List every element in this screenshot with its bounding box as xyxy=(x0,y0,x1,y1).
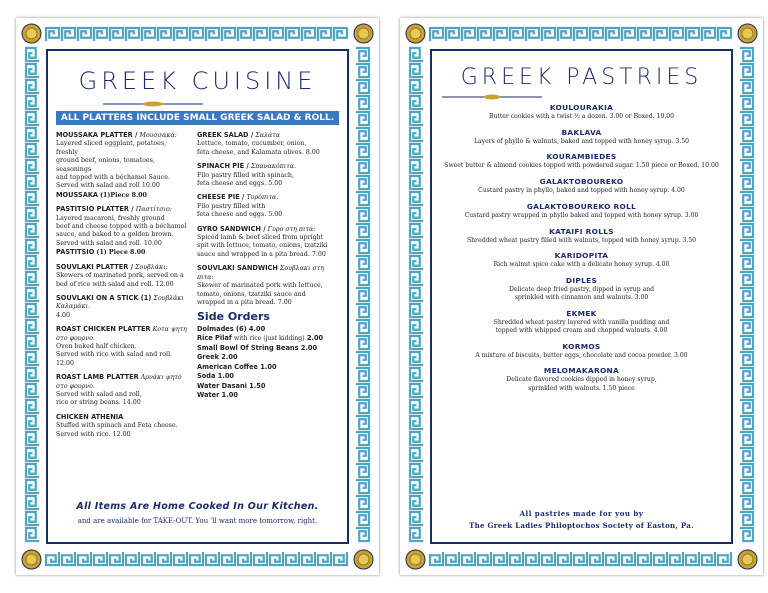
menu-item xyxy=(56,263,189,289)
pastry-description: Delicate deep fried pastry, dipped in syrup and xyxy=(508,285,655,293)
pastry-name: KORMOS xyxy=(562,341,601,351)
menu-item-price-line: Served with rice with salad and roll. 12.00 xyxy=(56,351,173,367)
menu-item-description: Skewer of marinated pork with lettuce, xyxy=(197,282,323,290)
side-order-row xyxy=(197,372,342,382)
menu-item xyxy=(56,294,189,320)
menu-item-name: SOUVLAKI ON A STICK (1) xyxy=(56,293,152,302)
pastry-description: Rich walnut spice cake with a delicate honey syrup. 4.00 xyxy=(493,261,670,269)
side-order-row xyxy=(197,353,342,363)
side-order-price: 2.00 xyxy=(306,334,324,343)
single-piece-price xyxy=(56,248,189,257)
menu-item-price-line: rice or string beans. 14.00 xyxy=(56,399,141,407)
gold-coin-icon xyxy=(353,23,374,44)
menu-item-price-line: 4.00 xyxy=(56,311,71,319)
single-piece-rest: (1)Piece 8.00 xyxy=(100,191,147,199)
menu-panel xyxy=(46,49,349,544)
pastry-description: A mixture of biscuits, butter eggs, chocolate and cocoa powder. 3.00 xyxy=(475,351,688,359)
pastry-description: Custard pastry in phyllo, baked and topped with honey syrup. 4.00 xyxy=(478,187,685,195)
menu-item-header xyxy=(197,225,342,234)
menu-item-header xyxy=(56,413,189,422)
menu-item-description: spit with lettuce, tomato, onions, tzatziki xyxy=(197,242,328,250)
pastry-name: EKMEK xyxy=(566,308,597,318)
menu-item-header xyxy=(197,264,342,282)
menu-item-header xyxy=(56,373,189,391)
pastry-name: BAKLAVA xyxy=(561,127,602,137)
single-piece-rest: (1) Piece 8.00 xyxy=(96,249,146,257)
menu-item-header xyxy=(197,162,342,171)
side-order-name: American Coffee xyxy=(197,362,258,371)
pastry-name: KOURAMBIEDES xyxy=(546,152,617,162)
meander-divider xyxy=(442,94,542,100)
menu-item-header xyxy=(56,205,189,214)
menu-item-description: Stuffed with spinach and Feta cheese. xyxy=(56,422,178,430)
menu-item-header xyxy=(56,294,189,312)
pastry-item xyxy=(440,152,723,170)
pastry-description: Butter cookies with a twist ½ a dozen. 3.00 or Boxed. 10.00 xyxy=(488,113,675,120)
pastry-item xyxy=(440,276,723,302)
menu-item-name: SOUVLAKI SANDWICH xyxy=(197,264,278,273)
pastry-name: KATAIFI ROLLS xyxy=(549,226,614,236)
menu-item-greek-name: Σουβλακι στη πιτα: xyxy=(197,265,325,281)
side-order-row xyxy=(197,382,342,392)
side-order-row xyxy=(197,325,342,335)
single-piece-name: PASTITSIO xyxy=(56,248,95,257)
side-order-price: 1.00 xyxy=(260,362,277,371)
menu-item-description: Layered sliced eggplant, potatoes, freshly xyxy=(56,140,167,156)
menu-item-greek-name: Παστίτσιο: xyxy=(135,206,172,214)
gold-coin-icon xyxy=(737,549,758,570)
menu-item-name: SPINACH PIE / xyxy=(197,162,249,171)
menu-item-description: Filo pastry filled with spinach, xyxy=(197,171,294,179)
menu-item-greek-name: Σπανακόπιτα. xyxy=(250,163,297,171)
menu-item-name: ROAST CHICKEN PLATTER xyxy=(56,325,151,334)
menu-item-header xyxy=(56,325,189,343)
pastry-description: Layers of phyllo & walnuts, baked and topped with honey syrup. 3.50 xyxy=(474,137,689,145)
pastry-name: GALAKTOBOUREKO ROLL xyxy=(526,201,637,211)
side-order-row xyxy=(197,391,342,401)
pastry-list xyxy=(440,103,723,399)
menu-item-greek-name: Γυρο στη πιτα: xyxy=(267,225,316,233)
pastry-item xyxy=(440,342,723,360)
menu-page-greek-pastries xyxy=(400,18,763,575)
pastry-description: sprinkled with walnuts. 1.50 piece xyxy=(528,384,635,392)
pastry-item xyxy=(440,103,723,121)
menu-item-name: CHICKEN ATHENIA xyxy=(56,412,124,421)
menu-item-greek-name: Αρνάκι ψητό στο φουρνο. xyxy=(56,374,182,390)
menu-item-price-line: Served with rice. 12.00 xyxy=(56,430,131,438)
menu-item-description: and topped with a béchamel Sauce. xyxy=(56,174,170,182)
menu-item-description: Lettuce, tomato, cucumber, onion, xyxy=(197,140,307,148)
menu-item-description: Layered macaroni, freshly ground xyxy=(56,214,165,222)
single-piece-price xyxy=(56,191,189,200)
gold-coin-icon xyxy=(21,23,42,44)
menu-item xyxy=(197,162,342,188)
menu-item-description: Oven baked half chicken. xyxy=(56,342,137,350)
menu-item-header xyxy=(56,263,189,272)
menu-item-name: ROAST LAMB PLATTER xyxy=(56,373,139,382)
menu-item-description: ground beef, onions, tomatoes, seasonings xyxy=(56,157,155,173)
pastry-item xyxy=(440,309,723,335)
home-cooked-tagline: All Items Are Home Cooked In Our Kitchen. xyxy=(76,501,319,512)
menu-item-name: SOUVLAKI PLATTER / xyxy=(56,262,134,271)
side-order-price: 2.00 xyxy=(221,353,238,362)
menu-item xyxy=(56,325,189,368)
side-order-name: Greek xyxy=(197,353,219,362)
menu-item-header xyxy=(197,131,342,140)
menu-item xyxy=(56,413,189,439)
page-title: GREEK CUISINE xyxy=(78,67,317,95)
side-order-note: with rice (just kidding) xyxy=(233,335,305,343)
pastry-description: Sweet butter & almond cookies topped with powdered sugar. 1.50 piece or Boxed. 10.00 xyxy=(444,162,719,170)
menu-item-description: sauce, and baked to a golden brown. xyxy=(56,231,174,239)
menu-panel xyxy=(430,49,733,544)
pastry-name: KOULOURAKIA xyxy=(549,103,614,112)
gold-coin-icon xyxy=(737,23,758,44)
pastry-item xyxy=(440,177,723,195)
menu-item-price-line: wrapped in a pita bread. 7.00 xyxy=(197,298,292,306)
take-out-note: and are available for TAKE-OUT. You 'll want more tomorrow, right. xyxy=(77,517,318,525)
menu-item-price-line: Served with salad and roll. 10.00 xyxy=(56,239,162,247)
menu-item-price-line: feta cheese, and Kalamata olives. 8.00 xyxy=(197,148,320,156)
pastry-description: Shredded wheat pastry filled with walnuts, topped with honey syrup. 3.50 xyxy=(466,236,697,244)
pastry-item xyxy=(440,366,723,392)
pastry-description: Shredded wheat pastry layered with vanilla pudding and xyxy=(493,318,670,326)
menu-item-description: Served with salad and roll, xyxy=(56,390,142,398)
single-piece-name: MOUSSAKA xyxy=(56,190,99,199)
side-order-price: 4.00 xyxy=(248,324,266,333)
pastry-name: MELOMAKARONA xyxy=(543,366,620,376)
menu-item-greek-name: Σουβλάκι Καλαμάκι. xyxy=(56,294,184,311)
side-order-name: Dolmades (6) xyxy=(197,324,247,333)
side-order-name: Water xyxy=(197,391,220,400)
gold-coin-icon xyxy=(405,549,426,570)
pastries-credit-line: All pastries made for you by xyxy=(519,509,644,518)
menu-item-header xyxy=(197,193,342,202)
menu-item-price-line: Served with salad and roll 10.00 xyxy=(56,182,160,190)
menu-item-name: CHEESE PIE / xyxy=(197,193,245,202)
society-name: The Greek Ladies Philoptochos Society of Easton, Pa. xyxy=(469,521,694,530)
gold-coin-icon xyxy=(21,549,42,570)
pastry-item xyxy=(440,251,723,269)
menu-item-name: MOUSSAKA PLATTER / xyxy=(56,131,138,139)
side-order-name: Rice Pilaf xyxy=(197,334,232,343)
side-order-row xyxy=(197,363,342,373)
side-orders-list xyxy=(197,325,342,401)
side-orders-heading: Side Orders xyxy=(197,310,270,324)
menu-column-platters xyxy=(56,131,189,444)
side-order-row xyxy=(197,344,342,354)
side-order-row xyxy=(197,334,342,344)
side-order-price: 2.00 xyxy=(300,343,318,352)
menu-item xyxy=(197,225,342,260)
side-order-name: Soda xyxy=(197,372,216,381)
menu-item-name: PASTITSIO PLATTER / xyxy=(56,205,134,214)
meander-divider xyxy=(103,101,203,107)
menu-item-description: tomato, onions, tzatziki sauce and xyxy=(197,290,306,298)
pastry-description: sprinkled with cinnamon and walnuts. 3.00 xyxy=(514,294,649,302)
menu-column-salads-pies xyxy=(197,131,342,401)
menu-item-description: Filo pastry filled with xyxy=(197,202,266,210)
menu-item-name: GYRO SANDWICH / xyxy=(197,224,266,233)
pastry-item xyxy=(440,128,723,146)
menu-item-greek-name: Τυρόπιτα. xyxy=(246,194,279,202)
menu-item-description: Spiced lamb & beef sliced from upright xyxy=(197,234,324,242)
pastry-item xyxy=(440,227,723,245)
platter-banner: ALL PLATTERS INCLUDE SMALL GREEK SALAD & ROLL. xyxy=(56,111,339,125)
menu-item xyxy=(56,205,189,257)
menu-item xyxy=(56,373,189,408)
pastry-description: Custard pastry wrapped in phyllo baked and topped with honey syrup. 3.00 xyxy=(464,211,699,219)
menu-item xyxy=(56,131,189,200)
menu-item xyxy=(197,131,342,157)
pastry-description: Delicate flavored cookies dipped in honey syrup, xyxy=(506,376,657,384)
side-order-price: 1.00 xyxy=(217,372,235,381)
side-order-price: 1.00 xyxy=(221,391,238,400)
menu-item xyxy=(197,264,342,307)
pastry-item xyxy=(440,202,723,220)
menu-item-price-line: sauce and wrapped in a pita bread. 7.00 xyxy=(197,250,326,258)
menu-item xyxy=(197,193,342,219)
side-order-name: Water Dasani xyxy=(197,381,247,390)
menu-item-price-line: feta cheese and eggs. 5.00 xyxy=(197,211,283,219)
gold-coin-icon xyxy=(353,549,374,570)
menu-item-description: Skewers of marinated pork, served on a xyxy=(56,272,184,280)
pastry-name: GALAKTOBOUREKO xyxy=(539,177,624,187)
menu-item-header xyxy=(56,131,189,140)
menu-item-description: bed of rice with salad and roll. 12.00 xyxy=(56,280,174,288)
pastry-name: DIPLES xyxy=(565,275,598,285)
pastry-name: KARIDOPITA xyxy=(554,251,609,261)
side-order-price: 1.50 xyxy=(249,381,266,390)
page-title: GREEK PASTRIES xyxy=(460,65,703,90)
menu-item-description: beef and cheese topped with a béchamel xyxy=(56,223,187,231)
menu-item-greek-name: Κοτα ψητη στο φουρνο. xyxy=(56,326,187,342)
gold-coin-icon xyxy=(405,23,426,44)
menu-item-greek-name: Σουβλάκι: xyxy=(135,263,168,271)
menu-page-greek-cuisine xyxy=(16,18,379,575)
menu-item-greek-name: Σαλάτα xyxy=(255,132,280,139)
menu-item-price-line: feta cheese and eggs. 5.00 xyxy=(197,180,283,188)
side-order-name: Small Bowl Of String Beans xyxy=(197,343,299,352)
menu-item-greek-name: Μουσσακά: xyxy=(139,132,177,139)
menu-item-name: GREEK SALAD / xyxy=(197,131,254,139)
pastry-description: topped with whipped cream and chopped walnuts. 4.00 xyxy=(495,327,668,335)
